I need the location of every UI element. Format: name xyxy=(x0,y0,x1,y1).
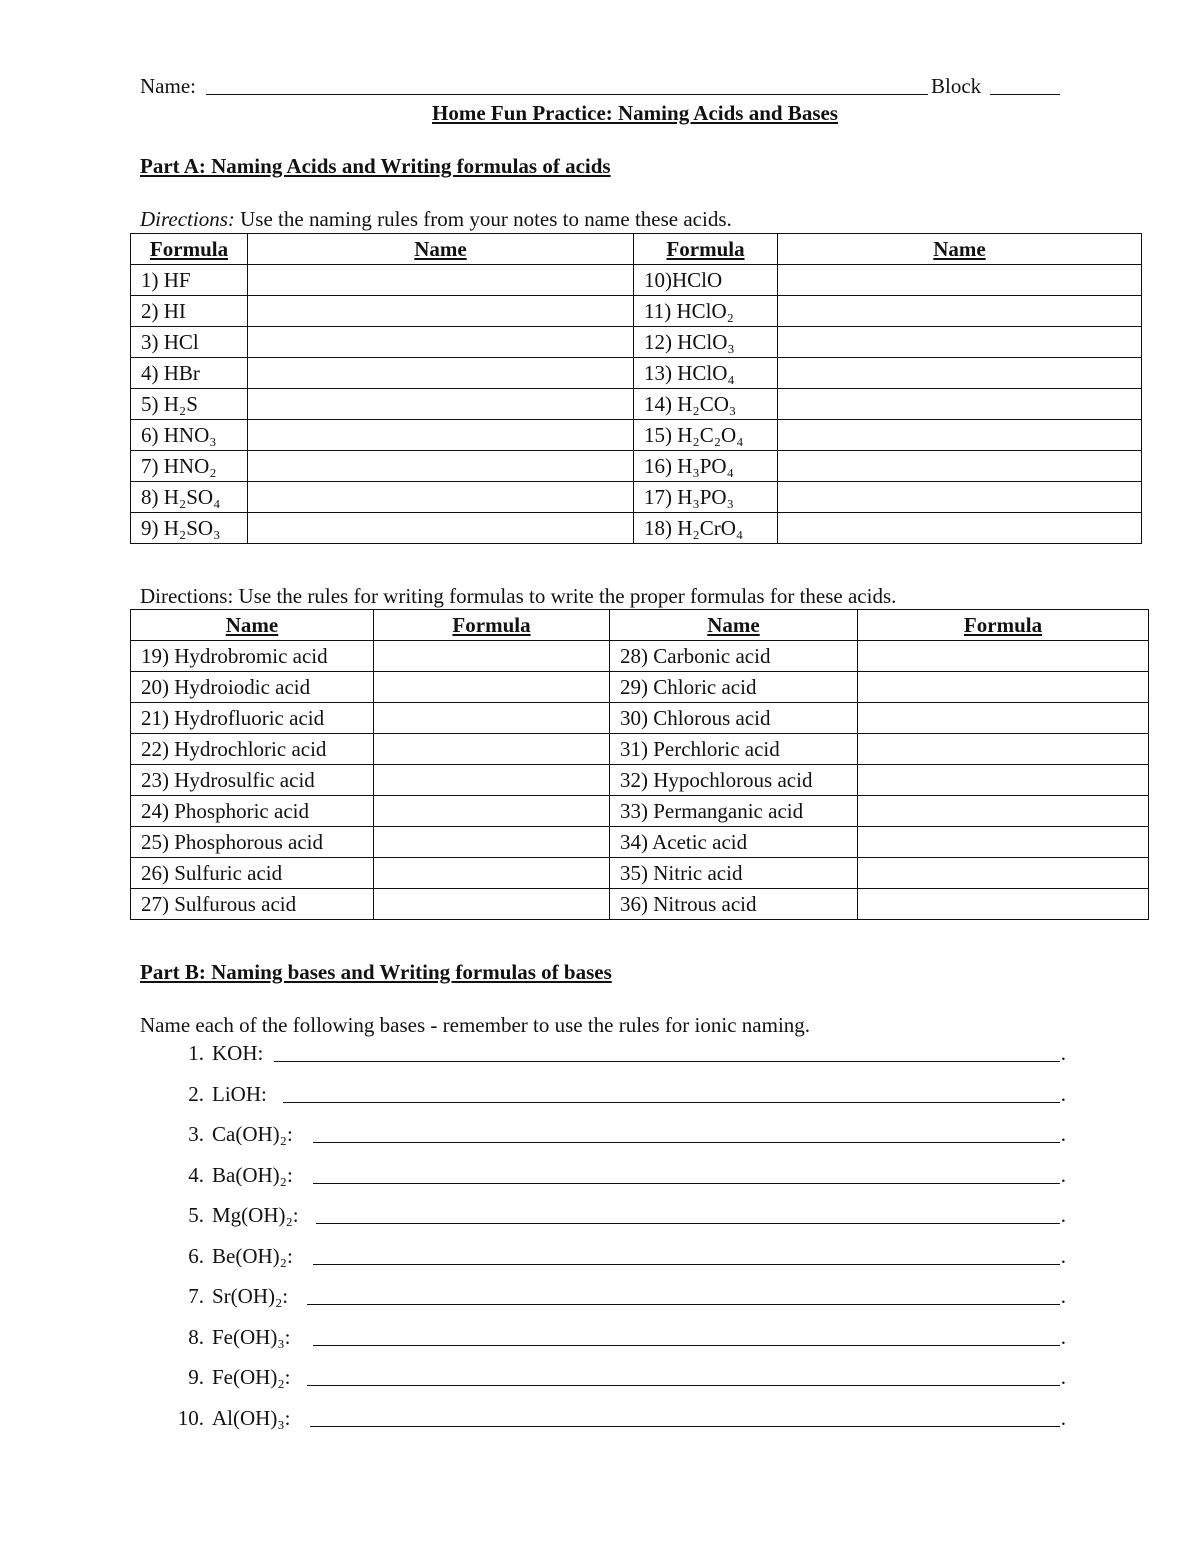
prompt-cell: 19) Hydrobromic acid xyxy=(131,641,374,672)
answer-cell[interactable] xyxy=(858,672,1149,703)
answer-cell[interactable] xyxy=(374,889,610,920)
prompt-cell: 3) HCl xyxy=(131,327,248,358)
table-header-row xyxy=(131,234,1142,265)
table-row xyxy=(131,420,1142,451)
answer-line[interactable] xyxy=(307,1304,1060,1305)
base-formula: Ca(OH)₂: xyxy=(212,1122,293,1146)
base-formula: Ba(OH)₂: xyxy=(212,1162,293,1187)
table-row xyxy=(131,672,1149,703)
list-item xyxy=(176,1041,1066,1071)
base-formula: Fe(OH)₂: xyxy=(212,1365,291,1389)
answer-cell[interactable] xyxy=(778,513,1142,544)
prompt-cell: 4) HBr xyxy=(131,358,248,389)
answer-line[interactable] xyxy=(313,1345,1060,1346)
table-row xyxy=(131,734,1149,765)
item-number: 7. xyxy=(188,1284,204,1308)
prompt-cell: 8) H₂SO₄ xyxy=(131,482,248,513)
prompt-cell: 24) Phosphoric acid xyxy=(131,796,374,827)
header-formula: Formula xyxy=(374,610,610,641)
answer-cell[interactable] xyxy=(778,482,1142,513)
answer-cell[interactable] xyxy=(858,641,1149,672)
prompt-cell: 32) Hypochlorous acid xyxy=(610,765,858,796)
answer-cell[interactable] xyxy=(374,827,610,858)
table-row xyxy=(131,451,1142,482)
prompt-cell: 9) H₂SO₃ xyxy=(131,513,248,544)
part-a-directions xyxy=(140,207,732,232)
table-row xyxy=(131,765,1149,796)
line-end-period: . xyxy=(1060,1324,1066,1349)
base-formula: LiOH: xyxy=(212,1081,267,1106)
answer-cell[interactable] xyxy=(778,420,1142,451)
answer-cell[interactable] xyxy=(858,734,1149,765)
table-row xyxy=(131,889,1149,920)
prompt-cell: 1) HF xyxy=(131,265,248,296)
item-number: 5. xyxy=(188,1203,204,1227)
prompt-cell: 26) Sulfuric acid xyxy=(131,858,374,889)
prompt-cell: 36) Nitrous acid xyxy=(610,889,858,920)
answer-cell[interactable] xyxy=(858,827,1149,858)
answer-cell[interactable] xyxy=(374,765,610,796)
answer-cell[interactable] xyxy=(374,703,610,734)
answer-cell[interactable] xyxy=(778,265,1142,296)
answer-cell[interactable] xyxy=(374,672,610,703)
header-name: Name xyxy=(131,610,374,641)
header-name: Name xyxy=(248,234,634,265)
header-formula: Formula xyxy=(131,234,248,265)
header-name: Name xyxy=(610,610,858,641)
table-row xyxy=(131,858,1149,889)
base-formula: Be(OH)₂: xyxy=(212,1243,293,1268)
prompt-cell: 7) HNO₂ xyxy=(131,451,248,482)
base-formula: Al(OH)₃: xyxy=(212,1405,291,1430)
table-row xyxy=(131,513,1142,544)
block-label: Block xyxy=(931,74,982,98)
item-number: 8. xyxy=(188,1324,204,1349)
line-end-period: . xyxy=(1060,1122,1066,1146)
item-number: 3. xyxy=(188,1122,204,1146)
list-item xyxy=(176,1122,1066,1152)
page-title: Home Fun Practice: Naming Acids and Bases xyxy=(432,101,838,125)
table-row xyxy=(131,482,1142,513)
acid-naming-table xyxy=(130,233,1142,544)
answer-cell[interactable] xyxy=(778,327,1142,358)
header-formula: Formula xyxy=(858,610,1149,641)
prompt-cell: 30) Chlorous acid xyxy=(610,703,858,734)
item-number: 6. xyxy=(188,1243,204,1268)
answer-cell[interactable] xyxy=(374,641,610,672)
answer-cell[interactable] xyxy=(248,358,634,389)
answer-line[interactable] xyxy=(307,1385,1060,1386)
answer-cell[interactable] xyxy=(248,296,634,327)
list-item xyxy=(176,1203,1066,1233)
base-formula: Sr(OH)₂: xyxy=(212,1284,289,1308)
list-item xyxy=(176,1082,1066,1112)
answer-cell[interactable] xyxy=(858,703,1149,734)
list-item xyxy=(176,1163,1066,1193)
acid-formula-table xyxy=(130,609,1149,920)
table-row xyxy=(131,796,1149,827)
answer-cell[interactable] xyxy=(248,482,634,513)
line-end-period: . xyxy=(1060,1081,1066,1106)
list-item xyxy=(176,1325,1066,1355)
table-row xyxy=(131,327,1142,358)
prompt-cell: 35) Nitric acid xyxy=(610,858,858,889)
prompt-cell: 21) Hydrofluoric acid xyxy=(131,703,374,734)
prompt-cell: 28) Carbonic acid xyxy=(610,641,858,672)
answer-line[interactable] xyxy=(283,1102,1060,1103)
table-row xyxy=(131,703,1149,734)
list-item xyxy=(176,1244,1066,1274)
answer-cell[interactable] xyxy=(778,296,1142,327)
answer-cell[interactable] xyxy=(248,451,634,482)
prompt-cell: 29) Chloric acid xyxy=(610,672,858,703)
answer-cell[interactable] xyxy=(858,796,1149,827)
item-number: 2. xyxy=(188,1081,204,1106)
answer-line[interactable] xyxy=(313,1142,1060,1143)
prompt-cell: 27) Sulfurous acid xyxy=(131,889,374,920)
answer-cell[interactable] xyxy=(248,265,634,296)
prompt-cell: 5) H₂S xyxy=(131,389,248,420)
answer-cell[interactable] xyxy=(778,451,1142,482)
answer-line[interactable] xyxy=(274,1061,1060,1062)
line-end-period: . xyxy=(1060,1365,1066,1389)
header-formula: Formula xyxy=(634,234,778,265)
prompt-cell: 11) HClO₂ xyxy=(634,296,778,327)
item-number: 10. xyxy=(177,1405,204,1430)
header-name: Name xyxy=(778,234,1142,265)
prompt-cell: 15) H₂C₂O₄ xyxy=(634,420,778,451)
line-end-period: . xyxy=(1060,1203,1066,1227)
prompt-cell: 6) HNO₃ xyxy=(131,420,248,451)
answer-cell[interactable] xyxy=(778,358,1142,389)
prompt-cell: 31) Perchloric acid xyxy=(610,734,858,765)
prompt-cell: 20) Hydroiodic acid xyxy=(131,672,374,703)
prompt-cell: 16) H₃PO₄ xyxy=(634,451,778,482)
base-formula: KOH: xyxy=(212,1041,264,1065)
table-row xyxy=(131,389,1142,420)
table-row xyxy=(131,265,1142,296)
table-row xyxy=(131,296,1142,327)
base-formula: Mg(OH)₂: xyxy=(212,1203,299,1227)
answer-cell[interactable] xyxy=(858,765,1149,796)
item-number: 1. xyxy=(188,1041,204,1065)
block-blank-line[interactable] xyxy=(990,94,1060,95)
answer-line[interactable] xyxy=(313,1264,1060,1265)
prompt-cell: 14) H₂CO₃ xyxy=(634,389,778,420)
line-end-period: . xyxy=(1060,1405,1066,1430)
table-row xyxy=(131,827,1149,858)
answer-cell[interactable] xyxy=(858,858,1149,889)
answer-cell[interactable] xyxy=(778,389,1142,420)
prompt-cell: 22) Hydrochloric acid xyxy=(131,734,374,765)
table-header-row xyxy=(131,610,1149,641)
answer-cell[interactable] xyxy=(374,796,610,827)
answer-cell[interactable] xyxy=(248,513,634,544)
prompt-cell: 17) H₃PO₃ xyxy=(634,482,778,513)
base-formula: Fe(OH)₃: xyxy=(212,1324,291,1349)
name-label: Name: xyxy=(140,74,196,98)
item-number: 4. xyxy=(188,1162,204,1187)
part-b-directions: Name each of the following bases - remember to use the rules for ionic naming. xyxy=(140,1013,811,1037)
part-b-heading: Part B: Naming bases and Writing formulas of bases xyxy=(140,960,612,984)
prompt-cell: 25) Phosphorous acid xyxy=(131,827,374,858)
line-end-period: . xyxy=(1060,1243,1066,1268)
line-end-period: . xyxy=(1060,1041,1066,1065)
line-end-period: . xyxy=(1060,1284,1066,1308)
list-item xyxy=(176,1365,1066,1395)
list-item xyxy=(176,1284,1066,1314)
answer-cell[interactable] xyxy=(248,327,634,358)
answer-cell[interactable] xyxy=(248,389,634,420)
item-number: 9. xyxy=(188,1365,204,1389)
name-blank-line[interactable] xyxy=(206,94,928,95)
prompt-cell: 12) HClO₃ xyxy=(634,327,778,358)
prompt-cell: 18) H₂CrO₄ xyxy=(634,513,778,544)
answer-line[interactable] xyxy=(310,1426,1060,1427)
prompt-cell: 33) Permanganic acid xyxy=(610,796,858,827)
prompt-cell: 10)HClO xyxy=(634,265,778,296)
answer-cell[interactable] xyxy=(374,734,610,765)
table-row xyxy=(131,358,1142,389)
prompt-cell: 23) Hydrosulfic acid xyxy=(131,765,374,796)
prompt-cell: 13) HClO₄ xyxy=(634,358,778,389)
answer-cell[interactable] xyxy=(858,889,1149,920)
part-a-heading: Part A: Naming Acids and Writing formulas of acids xyxy=(140,154,611,178)
answer-line[interactable] xyxy=(316,1223,1060,1224)
prompt-cell: 34) Acetic acid xyxy=(610,827,858,858)
list-item xyxy=(176,1406,1066,1436)
directions-italic-label: Directions: xyxy=(140,207,235,231)
answer-line[interactable] xyxy=(313,1183,1060,1184)
table-row xyxy=(131,641,1149,672)
answer-cell[interactable] xyxy=(374,858,610,889)
part-a-directions-2: Directions: Use the rules for writing formulas to write the proper formulas for these acids. xyxy=(140,584,897,608)
answer-cell[interactable] xyxy=(248,420,634,451)
line-end-period: . xyxy=(1060,1162,1066,1187)
prompt-cell: 2) HI xyxy=(131,296,248,327)
directions-text: Use the naming rules from your notes to name these acids. xyxy=(234,207,732,231)
